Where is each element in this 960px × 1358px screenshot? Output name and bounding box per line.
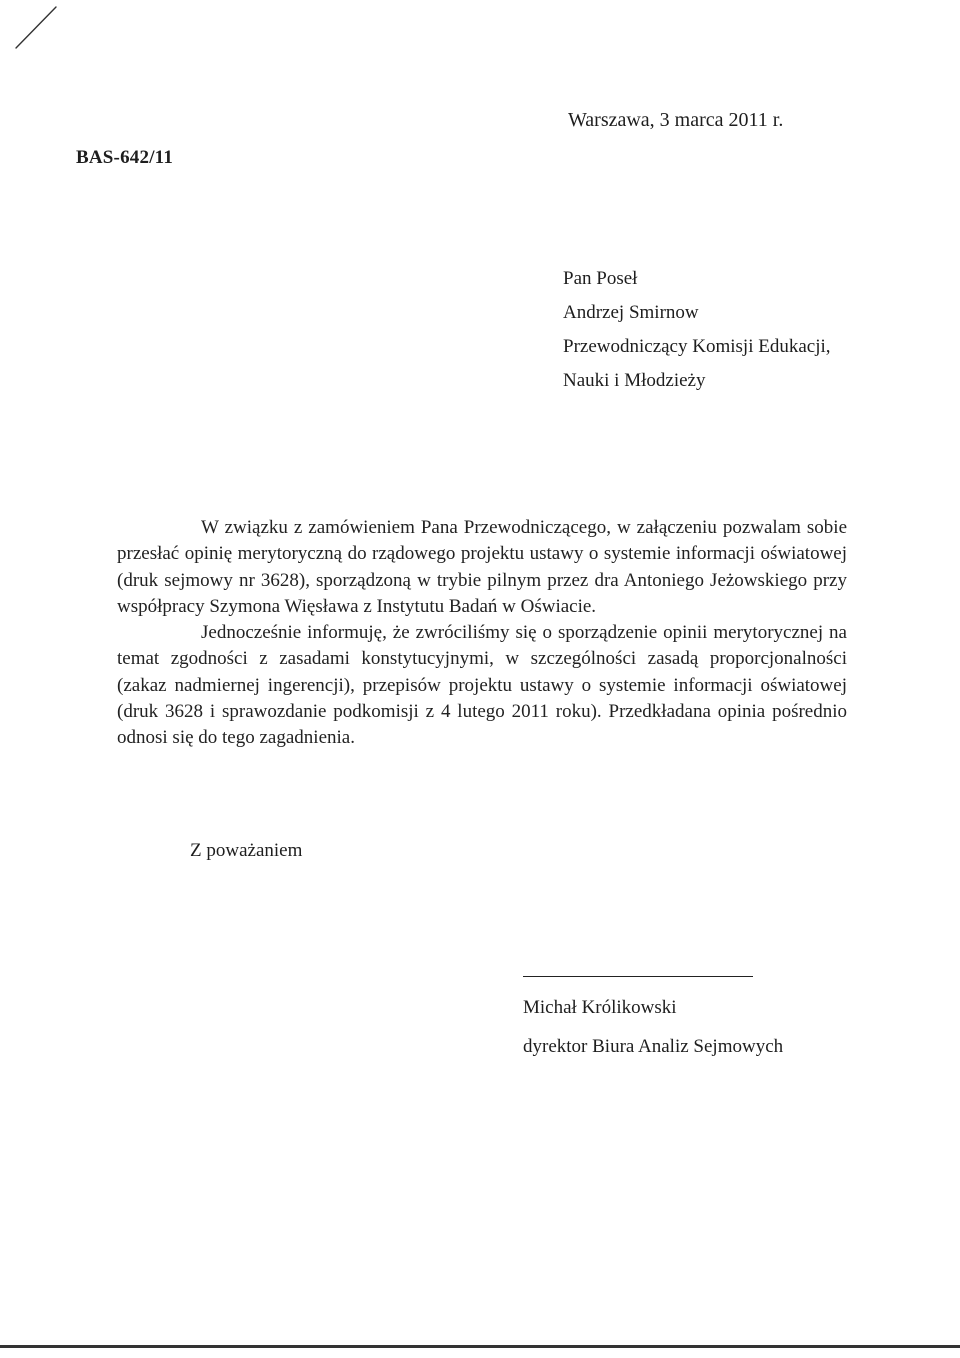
recipient-line-position: Przewodniczący Komisji Edukacji, bbox=[563, 336, 831, 357]
place-and-date: Warszawa, 3 marca 2011 r. bbox=[568, 109, 784, 131]
recipient-line-name: Andrzej Smirnow bbox=[563, 302, 699, 323]
signature-line bbox=[523, 976, 753, 977]
recipient-line-committee: Nauki i Młodzieży bbox=[563, 370, 706, 391]
reference-number: BAS-642/11 bbox=[76, 147, 174, 168]
scan-bottom-edge bbox=[0, 1345, 960, 1348]
signatory-name: Michał Królikowski bbox=[523, 997, 677, 1018]
signatory-title: dyrektor Biura Analiz Sejmowych bbox=[523, 1036, 784, 1057]
letter-body bbox=[117, 515, 847, 752]
recipient-line-salutation: Pan Poseł bbox=[563, 268, 638, 289]
pen-stroke-mark bbox=[10, 4, 60, 50]
closing-salutation: Z poważaniem bbox=[190, 840, 303, 861]
body-paragraph-2: Jednocześnie informuję, że zwróciliśmy się o sporządzenie opinii merytorycznej na temat zgodności z zasadami konstytucyjnymi, w szczególności zasadą proporcjonalności (zakaz nadmiernej ingerencji), przepisów projektu ustawy o systemie informacji oświatowej (druk 3628 i sprawozdanie podkomisji z 4 lutego 2011 roku). Przedkładana opinia pośrednio odnosi się do tego zagadnienia. bbox=[117, 622, 847, 749]
recipient-block bbox=[563, 262, 831, 398]
body-paragraph-1: W związku z zamówieniem Pana Przewodniczącego, w załączeniu pozwalam sobie przesłać opinię merytoryczną do rządowego projektu ustawy o systemie informacji oświatowej (druk sejmowy nr 3628), sporządzoną w trybie pilnym przez dra Antoniego Jeżowskiego przy współpracy Szymona Więsława z Instytutu Badań w Oświacie. bbox=[117, 517, 847, 617]
